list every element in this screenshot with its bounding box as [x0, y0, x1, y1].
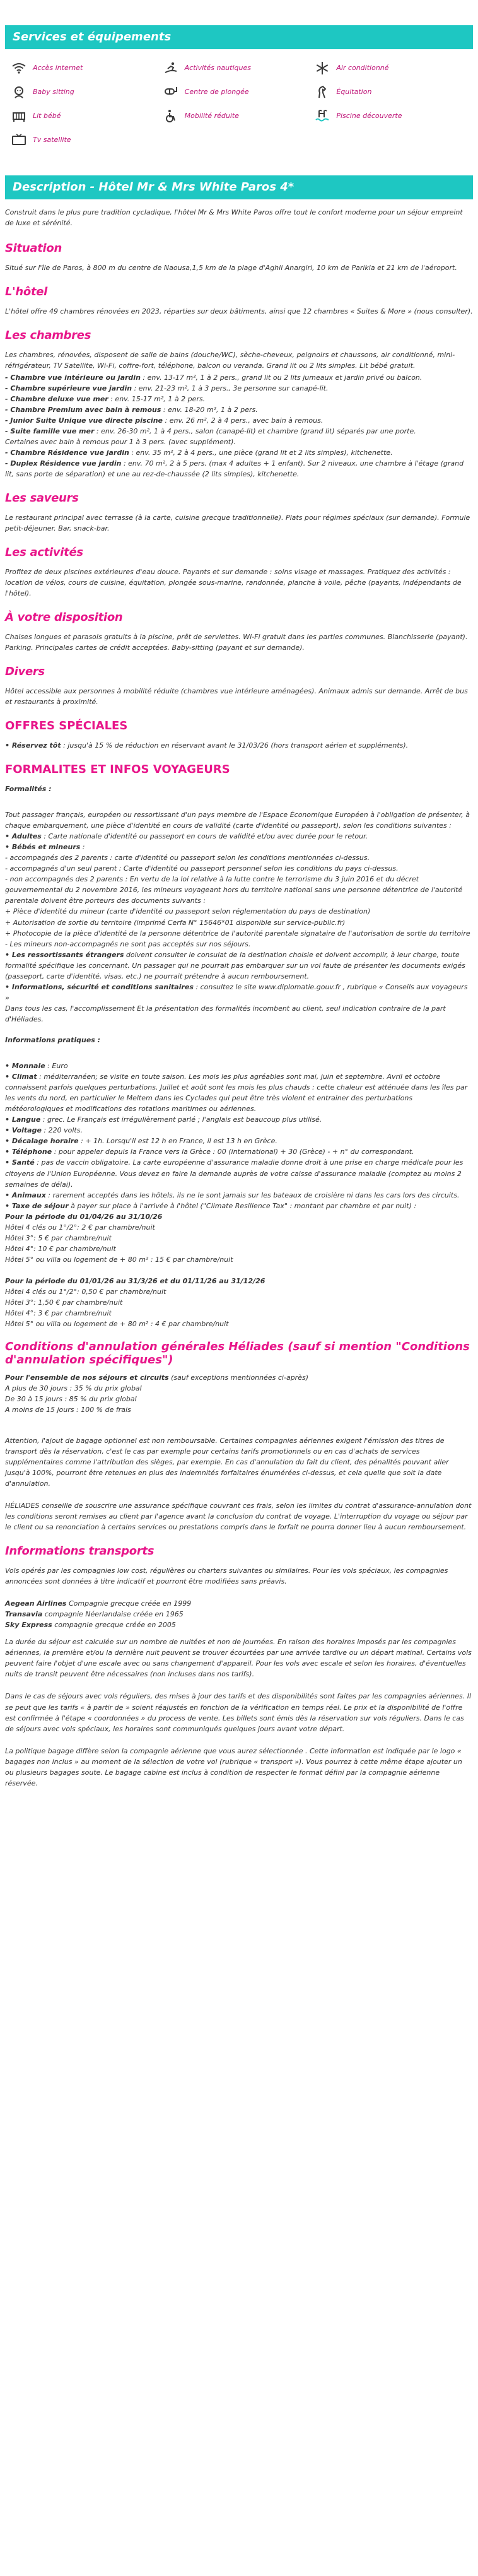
service-tv: [11, 130, 163, 150]
text-line-content: : 220 volts.: [41, 1126, 83, 1135]
text-line-content: : env. 18-20 m², 1 à 2 pers.: [161, 405, 258, 414]
text-line: [5, 1620, 473, 1630]
text-line: [5, 372, 473, 383]
text-line-label: • Téléphone: [5, 1148, 52, 1156]
text-line: [5, 863, 473, 874]
text-line-label: - Chambre deluxe vue mer: [5, 394, 108, 403]
text-line-content: A plus de 30 jours : 35 % du prix global: [5, 1384, 142, 1392]
text-line-content: : env. 70 m², 2 à 5 pers. (max 4 adultes + 1 enfant). Sur 2 niveaux, une chambre à l'étage (grand lit, sans porte de séparation) et une au rez-de-chaussée (2 lits simples), kitchenette.: [5, 459, 464, 479]
infos-subtitle-text: Informations pratiques :: [5, 1036, 101, 1044]
service-plongee: [163, 82, 315, 102]
divers-heading: Divers: [5, 665, 45, 679]
text-line-content: - accompagnés d'un seul parent : Carte d'identité ou passeport personnel selon les conditions du pays ci-dessus.: [5, 864, 399, 873]
text-line: [5, 1125, 473, 1136]
text-line-content: : + 1h. Lorsqu'il est 12 h en France, il est 13 h en Grèce.: [78, 1137, 277, 1146]
situation-text: Situé sur l'île de Paros, à 800 m du centre de Naousa,1,5 km de la plage d'Aghii Anargiri, 10 km de Parikia et 21 km de l'aéroport.: [5, 263, 457, 272]
infos-list: [5, 1061, 473, 1329]
text-line-content: Dans tous les cas, l'accomplissement Et la présentation des formalités incombent au client, seul indication contraire de la part d'Héliades.: [5, 1004, 446, 1023]
text-line: [5, 842, 473, 852]
situation-heading: Situation: [5, 241, 62, 255]
service-label: Baby sitting: [33, 88, 74, 97]
transports-heading: Informations transports: [5, 1544, 154, 1558]
annulation-list: [5, 1372, 473, 1415]
divers-text: Hôtel accessible aux personnes à mobilité réduite (chambres vue intérieure aménagées). Animaux admis sur demande. Arrêt de bus et restaurants à proximité.: [5, 687, 468, 707]
service-label: Lit bébé: [33, 112, 61, 121]
text-line-label: Transavia: [5, 1610, 43, 1619]
text-line-label: - Chambre vue intérieure ou jardin: [5, 373, 141, 382]
text-line-content: Hôtel 5° ou villa ou logement de + 80 m² : 15 € par chambre/nuit: [5, 1255, 233, 1264]
text-line-content: à payer sur place à l'arrivée à l'hôtel ("Climate Resilience Tax" : montant par chambre et par nuit) :: [68, 1201, 417, 1210]
disposition-heading: À votre disposition: [5, 611, 123, 625]
text-line: [5, 1233, 473, 1244]
saveurs-heading: Les saveurs: [5, 491, 79, 505]
text-line-label: - Duplex Résidence vue jardin: [5, 459, 122, 468]
text-line-content: : Carte nationale d'identité ou passeport en cours de validité et/ou avec durée pour le retour.: [41, 832, 368, 841]
text-line: [5, 852, 473, 863]
service-nautiques: [163, 58, 315, 78]
text-line-content: : env. 21-23 m², 1 à 3 pers., 3e personne sur canapé-lit.: [132, 384, 329, 392]
text-line-content: : méditerranéen; se visite en toute saison. Les mois les plus agréables sont mai, juin et septembre. Avril et octobre connaissent parfois quelques perturbations. Juillet et août sont les mois les plus chauds : cette chaleur est atténuée dans les îles par les vents du nord, en particulier le Meltem dans les Cyclades qui peut être très violent et entrainer des perturbations météorologiques et modifications des rotations maritimes ou aériennes.: [5, 1073, 468, 1114]
text-line: [5, 1383, 473, 1394]
crib-icon: [11, 109, 26, 124]
text-line-label: Pour l'ensemble de nos séjours et circuits: [5, 1373, 169, 1382]
formalites-subtitle-text: Formalités :: [5, 785, 52, 794]
service-climatisation: [315, 58, 467, 78]
snowflake-icon: [315, 61, 330, 76]
text-line-content: : consultez le site www.diplomatie.gouv.fr , rubrique « Conseils aux voyageurs »: [5, 982, 468, 1002]
text-line: [5, 415, 473, 426]
text-line-content: Hôtel 4 clés ou 1°/2°: 2 € par chambre/nuit: [5, 1223, 155, 1232]
text-line: [5, 383, 473, 394]
text-line-label: Aegean Airlines: [5, 1599, 67, 1608]
text-line-label: • Santé: [5, 1158, 35, 1167]
text-line: [5, 1394, 473, 1404]
text-line-content: : env. 26-30 m², 1 à 4 pers., salon (canapé-lit) et chambre (grand lit) séparés par une porte.: [94, 426, 416, 435]
text-line-label: • Monnaie: [5, 1062, 45, 1071]
text-line-label: • Adultes: [5, 832, 42, 841]
text-line: [5, 1319, 473, 1329]
transports-p1: Vols opérés par les compagnies low cost, régulières ou charters suivantes ou similaires. Pour les vols spéciaux, les compagnies annoncées sont données à titre indicatif et pourront être modifiées sans préavis.: [5, 1567, 448, 1586]
text-line: [5, 458, 473, 479]
text-line: [5, 982, 473, 1003]
text-line-label: Pour la période du 01/04/26 au 31/10/26: [5, 1212, 163, 1221]
offres-heading: OFFRES SPÉCIALES: [5, 719, 128, 733]
text-line-label: • Bébés et mineurs: [5, 843, 81, 852]
infos-subtitle: [5, 1035, 473, 1045]
text-line: [5, 1609, 473, 1620]
transports-p2: La durée du séjour est calculée sur un nombre de nuitées et non de journées. En raison des horaires imposés par les compagnies aériennes, la première et/ou la dernière nuit peuvent se trouver écourtées par une arrivée tardive ou un départ matinal. Certains vols peuvent faire l'objet d'une escale avec ou sans changement d'appareil. Pour les vols avec escale et selon les horaires, d'éventuelles nuits de transit peuvent être nécessaires (non incluses dans nos tarifs).: [5, 1638, 472, 1679]
text-line: [5, 1157, 473, 1189]
text-line-content: Certaines avec bain à remous pour 1 à 3 pers. (avec supplément).: [5, 438, 236, 447]
annulation-heading: Conditions d'annulation générales Héliades (sauf si mention "Conditions d'annulation spécifiques"): [5, 1340, 470, 1367]
text-line-content: A moins de 15 jours : 100 % de frais: [5, 1405, 131, 1414]
text-line: [5, 1265, 473, 1276]
text-line-content: : env. 13-17 m², 1 à 2 pers., grand lit ou 2 lits jumeaux et jardin privé ou balcon.: [140, 373, 423, 382]
text-line-content: : pour appeler depuis la France vers la Grèce : 00 (international) + 30 (Grèce) - + n° du correspondant.: [52, 1148, 414, 1156]
chambres-list: [5, 372, 473, 479]
text-line: [5, 1136, 473, 1146]
text-line-content: - Les mineurs non-accompagnés ne sont pas acceptés sur nos séjours.: [5, 939, 251, 948]
transports-p4: La politique bagage diffère selon la compagnie aérienne que vous aurez sélectionnée . Cette information est indiquée par le logo « bagages non inclus » au moment de la sélection de votre vol (rubrique « transport »). Vous pourrez à cette même étape ajouter un ou plusieurs bagages soute. Le bagage cabine est inclus à condition de respecter le format défini par la compagnie aérienne réservée.: [5, 1746, 462, 1787]
chambres-intro: Les chambres, rénovées, disposent de salle de bains (douche/WC), sèche-cheveux, peignoirs et chaussons, air conditionné, mini-réfrigérateur, TV Satellite, Wi-Fi, coffre-fort, téléphone, balcon ou veranda. Grand lit ou 2 lits simples. Lit bébé gratuit.: [5, 350, 455, 370]
text-line: [5, 1190, 473, 1201]
text-line-content: Hôtel 4°: 10 € par chambre/nuit: [5, 1244, 116, 1253]
hotel-heading: L'hôtel: [5, 285, 48, 298]
text-line-label: - Junior Suite Unique vue directe piscine: [5, 416, 163, 425]
pool-icon: [315, 109, 330, 124]
text-line-label: - Chambre Résidence vue jardin: [5, 449, 129, 457]
text-line-content: : Euro: [45, 1062, 68, 1071]
text-line: [5, 1071, 473, 1114]
description-intro: Construit dans le plus pure tradition cycladique, l'hôtel Mr & Mrs White Paros offre tout le confort moderne pour un séjour empreint de luxe et sérénité.: [5, 208, 463, 227]
services-banner: Services et équipements: [5, 25, 473, 49]
tv-icon: [11, 132, 26, 148]
service-label: Centre de plongée: [184, 88, 249, 97]
text-line: [5, 928, 473, 939]
service-label: Mobilité réduite: [184, 112, 239, 121]
text-line-label: Pour la période du 01/01/26 au 31/3/26 et du 01/11/26 au 31/12/26: [5, 1276, 265, 1285]
service-label: Équitation: [336, 88, 372, 97]
text-line-content: Hôtel 3°: 1,50 € par chambre/nuit: [5, 1298, 123, 1307]
annulation-p2: HÉLIADES conseille de souscrire une assurance spécifique couvrant ces frais, selon les limites du contrat d'assurance-annulation dont les conditions seront remises au client par l'agence avant la conclusion du contrat de voyage. L'interruption du voyage ou séjour par le client ou sa renonciation à certains services ou prestations compris dans le forfait ne pourra donner lieu à aucun remboursement.: [5, 1502, 472, 1532]
service-internet: [11, 58, 163, 78]
service-label: Accès internet: [33, 64, 83, 73]
text-line-content: De 30 à 15 jours : 85 % du prix global: [5, 1394, 137, 1403]
text-line: [5, 1286, 473, 1297]
text-line: [5, 1061, 473, 1071]
text-line-label: - Suite famille vue mer: [5, 426, 95, 435]
text-line-content: compagnie Néerlandaise créée en 1965: [42, 1610, 184, 1619]
surf-icon: [163, 61, 178, 76]
text-line: [5, 1222, 473, 1233]
text-line: [5, 1308, 473, 1319]
airlines-list: [5, 1598, 473, 1630]
text-line: [5, 426, 473, 437]
service-label: Air conditionné: [336, 64, 389, 73]
text-line: [5, 874, 473, 906]
text-line-label: • Décalage horaire: [5, 1137, 79, 1146]
text-line: [5, 1114, 473, 1125]
text-line-content: Hôtel 5° ou villa ou logement de + 80 m² : 4 € par chambre/nuit: [5, 1320, 229, 1329]
text-line-label: - Chambre supérieure vue jardin: [5, 384, 132, 392]
wheelchair-icon: [163, 109, 178, 124]
chambres-heading: Les chambres: [5, 328, 91, 342]
diving-icon: [163, 85, 178, 100]
annulation-p1: Attention, l'ajout de bagage optionnel est non remboursable. Certaines compagnies aériennes exigent l'émission des titres de transport dès la réservation, c'est le cas par exemple pour certains tarifs promotionnels ou en cas d'achats de services supplémentaires comme l'attribution des sièges, par exemple. En cas d'annulation du fait du client, des pénalités pouvant aller jusqu'à 100%, pourront être retenues en plus des indemnités forfaitaires énumérées ci-dessus, et cela quelle que soit la date d'annulation.: [5, 1436, 449, 1488]
text-line: [5, 1211, 473, 1222]
text-line-content: : env. 35 m², 2 à 4 pers., une pièce (grand lit et 2 lits simples), kitchenette.: [129, 449, 393, 457]
text-line-label: • Les ressortissants étrangers: [5, 950, 124, 959]
baby-icon: [11, 85, 26, 100]
text-line-content: + Photocopie de la pièce d'identité de la personne détentrice de l'autorité parentale signataire de l'autorisation de sortie du territoire: [5, 929, 470, 938]
text-line-content: : env. 26 m², 2 à 4 pers., avec bain à remous.: [163, 416, 324, 425]
offres-detail: : jusqu'à 15 % de réduction en réservant avant le 31/03/26 (hors transport aérien et suppléments).: [61, 741, 409, 750]
text-line: [5, 1254, 473, 1265]
text-line: [5, 404, 473, 415]
text-line-content: :: [80, 843, 85, 852]
text-line-label: • Informations, sécurité et conditions sanitaires: [5, 982, 194, 991]
text-line: [5, 1003, 473, 1025]
transports-p3: Dans le cas de séjours avec vols réguliers, des mises à jour des tarifs et des disponibilités sont faites par les compagnies aériennes. Il se peut que les tarifs « à partir de » soient réajustés en fonction de la vérification en temps réel. Le prix et la disponibilité de l'offre est confirmée à l'étape « coordonnées » du process de vente. Les billets sont émis dès la réservation sur vols réguliers. Dans le cas de séjours avec vols spéciaux, les horaires sont communiqués quelques jours avant votre départ.: [5, 1692, 472, 1733]
service-piscine: [315, 106, 467, 126]
text-line-label: - Chambre Premium avec bain à remous: [5, 405, 161, 414]
text-line: [5, 447, 473, 458]
text-line: [5, 809, 473, 831]
text-line-content: Compagnie grecque créée en 1999: [66, 1599, 192, 1608]
text-line: [5, 831, 473, 842]
service-label: Piscine découverte: [336, 112, 402, 121]
offres-text: [5, 740, 473, 751]
text-line: [5, 1404, 473, 1415]
text-line: [5, 1297, 473, 1308]
text-line: [5, 437, 473, 447]
text-line: [5, 939, 473, 950]
text-line-content: Hôtel 4 clés ou 1°/2°: 0,50 € par chambre/nuit: [5, 1288, 166, 1297]
service-label: Activités nautiques: [184, 64, 251, 73]
text-line-content: : grec. Le Français est irrégulièrement parlé ; l'anglais est beaucoup plus utilisé.: [40, 1115, 322, 1124]
text-line-content: : pas de vaccin obligatoire. La carte européenne d'assurance maladie donne droit à une prise en charge médicale pour les citoyens de l'Union Européenne. Vous devez en faire la demande auprès de votre caisse d'assurance maladie (comptez au moins 2 semaines de délai).: [5, 1158, 463, 1189]
text-line-content: doivent consulter le consulat de la destination choisie et doivent accomplir, à leur charge, toute formalité spécifique les concernant. Un passager qui ne pourrait pas embarquer sur un vol faute de présenter les documents exigés (passeport, carte d'identité, visas, etc.) ne pourrait prétendre à aucun remboursement.: [5, 950, 465, 980]
text-line: [5, 917, 473, 928]
text-line: [5, 950, 473, 982]
offres-label: • Réservez tôt: [5, 741, 61, 750]
text-line-label: • Langue: [5, 1115, 41, 1124]
text-line-label: • Voltage: [5, 1126, 42, 1135]
text-line-label: • Taxe de séjour: [5, 1201, 69, 1210]
activites-text: Profitez de deux piscines extérieures d'eau douce. Payants et sur demande : soins visage et massages. Pratiquez des activités : location de vélos, cours de cuisine, équitation, plongée sous-marine, randonnée, planche à voile, pêche (payants, indépendants de l'hôtel).: [5, 568, 462, 598]
services-grid: [5, 54, 473, 156]
text-line-content: + Pièce d'identité du mineur (carte d'identité ou passeport selon réglementation du pays de destination): [5, 907, 371, 916]
text-line-content: Hôtel 4°: 3 € par chambre/nuit: [5, 1309, 112, 1318]
wifi-icon: [11, 61, 26, 76]
service-mobilite: [163, 106, 315, 126]
saveurs-text: Le restaurant principal avec terrasse (à la carte, cuisine grecque traditionnelle). Plats pour régimes spéciaux (sur demande). Formule petit-déjeuner. Bar, snack-bar.: [5, 514, 470, 533]
formalites-list: [5, 809, 473, 1025]
text-line-content: Hôtel 3°: 5 € par chambre/nuit: [5, 1233, 112, 1242]
service-equitation: [315, 82, 467, 102]
text-line: [5, 1598, 473, 1609]
service-lit-bebe: [11, 106, 163, 126]
hotel-text: L'hôtel offre 49 chambres rénovées en 2023, réparties sur deux bâtiments, ainsi que 12 chambres « Suites & More » (nous consulter).: [5, 307, 473, 315]
service-label: Tv satellite: [33, 136, 71, 144]
text-line-content: : rarement acceptés dans les hôtels, ils ne le sont jamais sur les bateaux de croisière ni dans les cars lors des circuits.: [45, 1191, 460, 1199]
formalites-heading: FORMALITES ET INFOS VOYAGEURS: [5, 763, 230, 777]
text-line-content: - accompagnés des 2 parents : carte d'identité ou passeport selon les conditions mentionnées ci-dessus.: [5, 854, 370, 862]
activites-heading: Les activités: [5, 546, 83, 560]
text-line-content: + Autorisation de sortie du territoire (imprimé Cerfa N° 15646*01 disponible sur service-public.fr): [5, 918, 346, 927]
text-line: [5, 1201, 473, 1211]
description-banner: Description - Hôtel Mr & Mrs White Paros 4*: [5, 175, 473, 199]
text-line: [5, 1276, 473, 1286]
text-line: [5, 1372, 473, 1383]
text-line-content: - non accompagnés des 2 parents : En vertu de la loi relative à la lutte contre le terrorisme du 3 juin 2016 et du décret gouvernemental du 2 novembre 2016, les mineurs voyageant hors du territoire national sans une personne détentrice de l'autorité parentale doivent être porteurs des documents suivants :: [5, 875, 463, 905]
text-line-label: Sky Express: [5, 1621, 52, 1630]
text-line-content: Tout passager français, européen ou ressortissant d'un pays membre de l'Espace Économique Européen à l'obligation de présenter, à chaque embarquement, une pièce d'identité en cours de validité (carte d'identité ou passeport), selon les conditions suivantes :: [5, 811, 470, 830]
text-line-content: compagnie grecque créée en 2005: [52, 1621, 176, 1630]
text-line: [5, 394, 473, 404]
text-line-content: (sauf exceptions mentionnées ci-après): [168, 1373, 308, 1382]
text-line: [5, 1244, 473, 1254]
text-line: [5, 1146, 473, 1157]
service-baby-sitting: [11, 82, 163, 102]
horse-icon: [315, 85, 330, 100]
text-line: [5, 906, 473, 917]
text-line-label: • Climat: [5, 1073, 37, 1081]
formalites-subtitle: [5, 784, 473, 794]
text-line-content: : env. 15-17 m², 1 à 2 pers.: [108, 394, 206, 403]
text-line-label: • Animaux: [5, 1191, 46, 1199]
disposition-text: Chaises longues et parasols gratuits à la piscine, prêt de serviettes. Wi-Fi gratuit dans les parties communes. Blanchisserie (payant). Parking. Principales cartes de crédit acceptées. Baby-sitting (payant et sur demande).: [5, 633, 468, 652]
